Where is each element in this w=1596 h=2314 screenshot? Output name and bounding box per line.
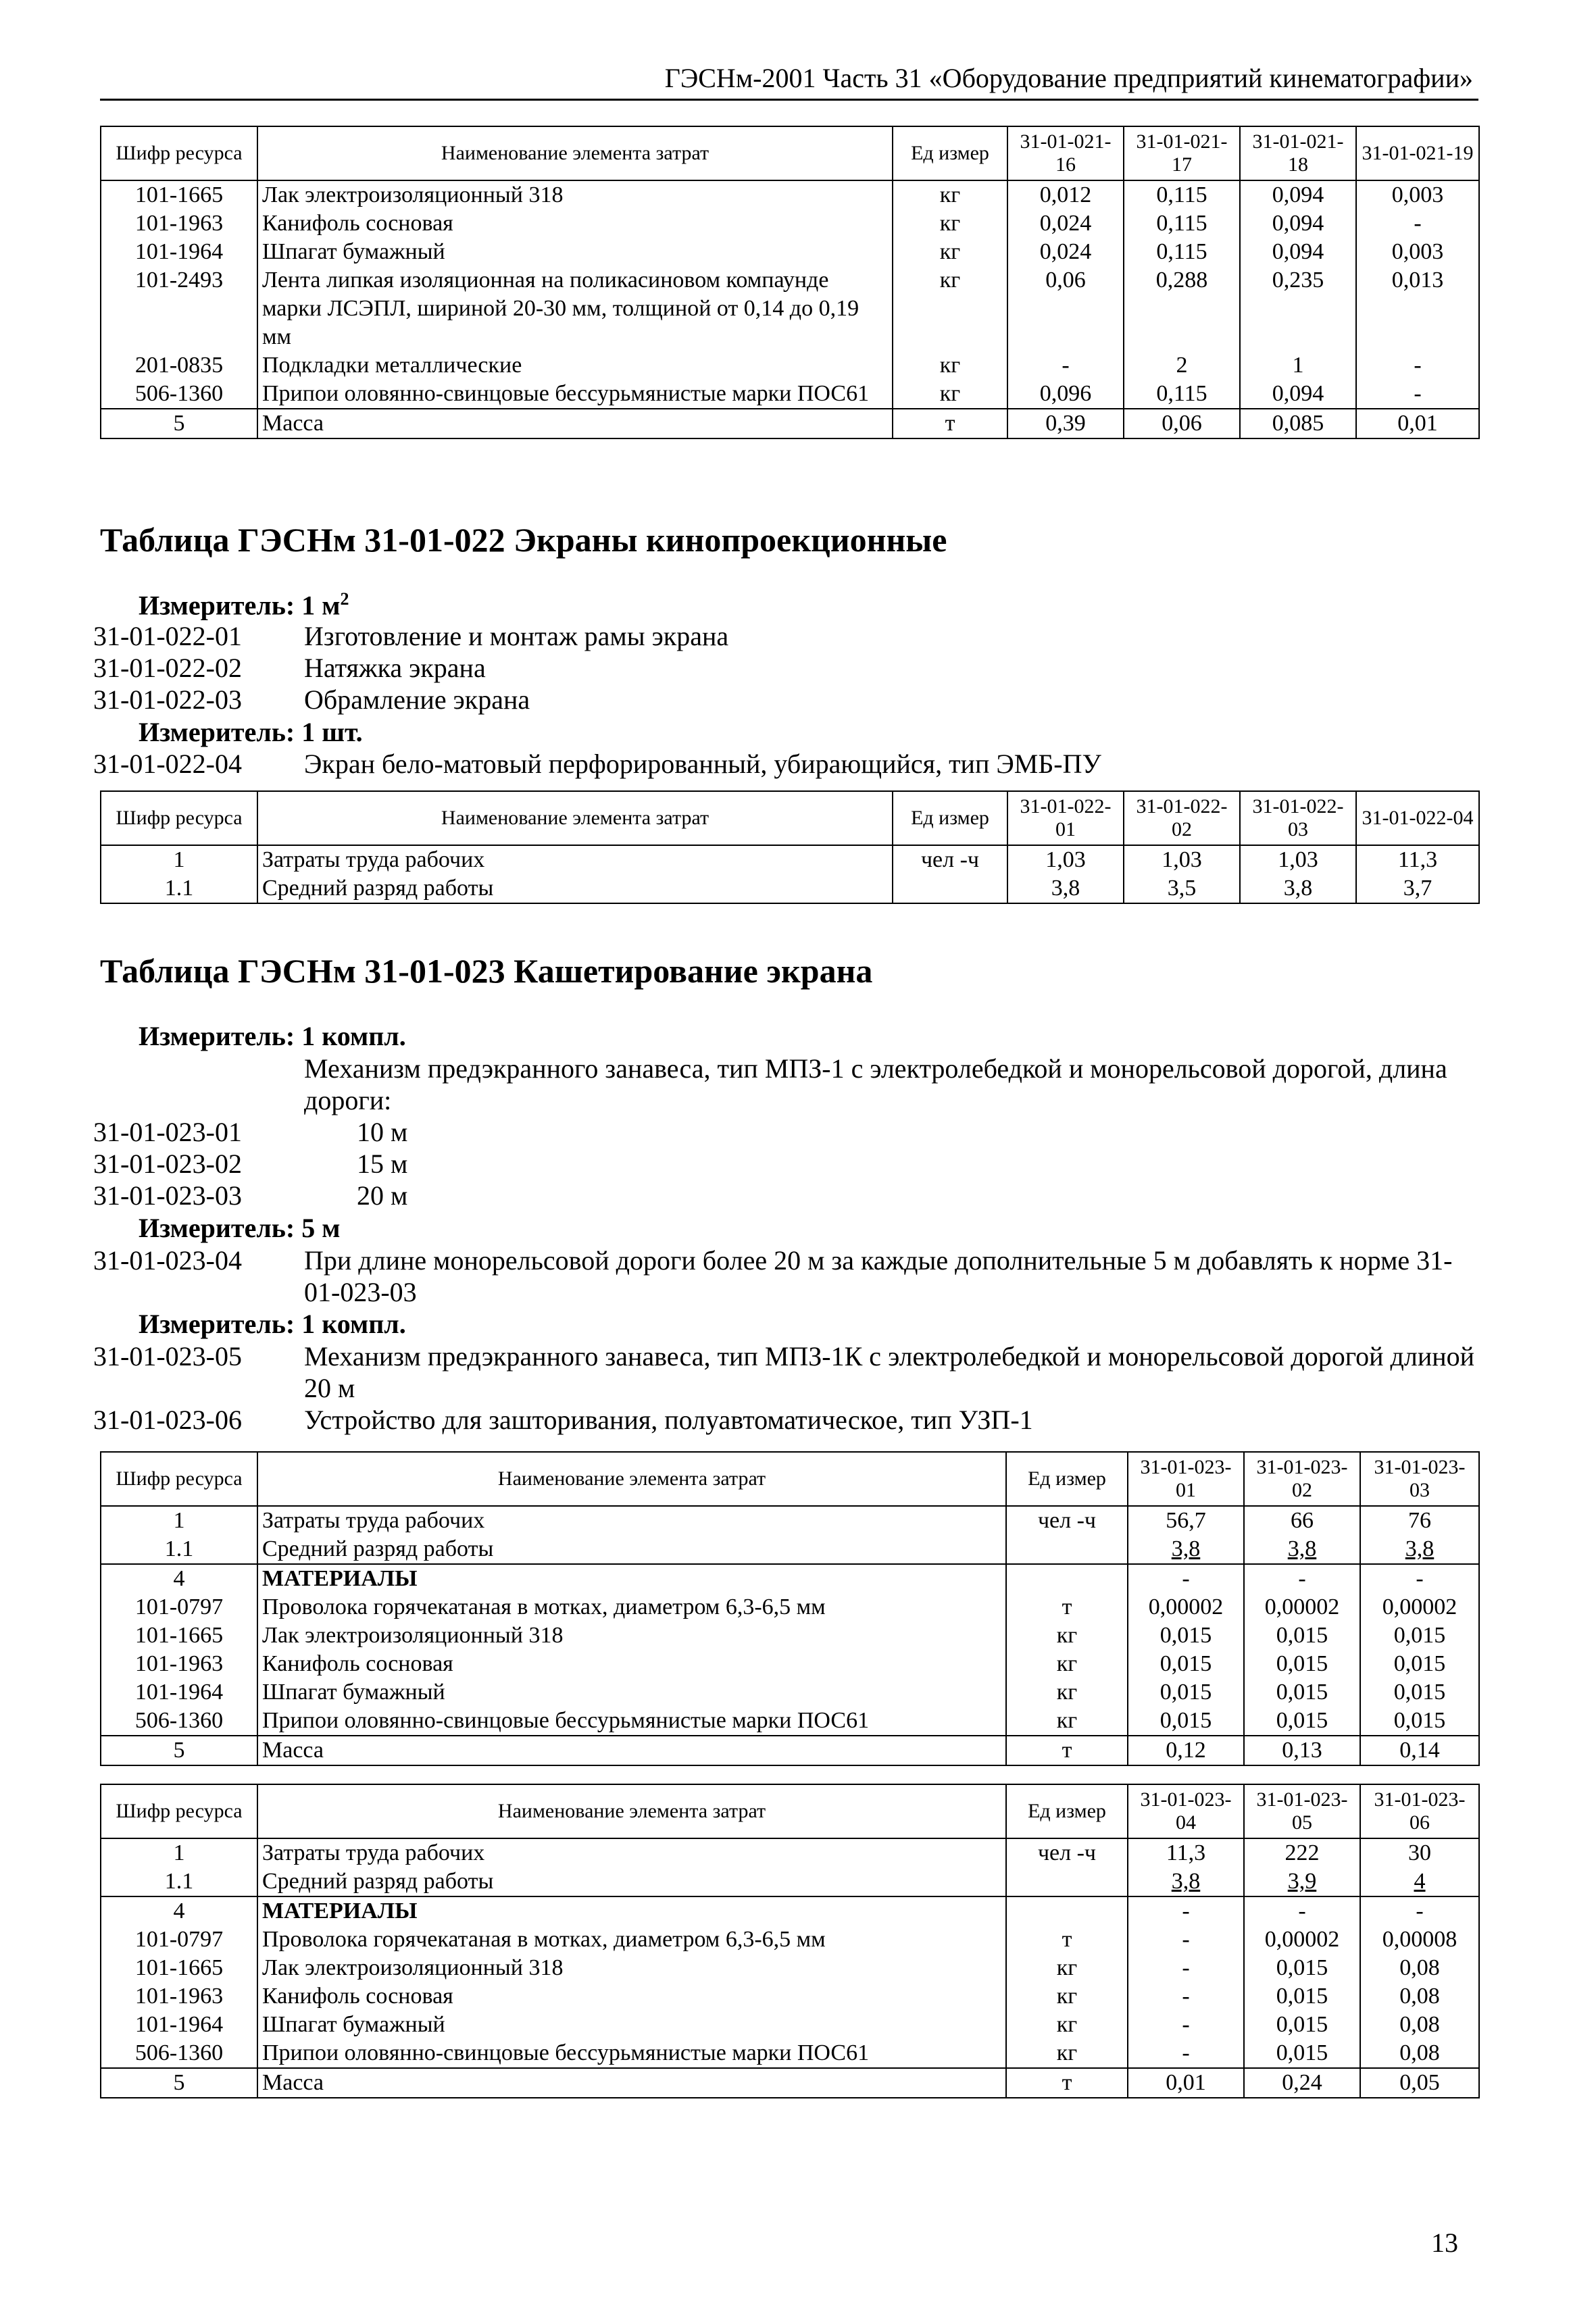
materials-heading: МАТЕРИАЛЫ <box>257 1896 1006 1926</box>
col-header-norm: 31-01-022-03 <box>1240 791 1356 845</box>
norm-code: 31-01-023-03 <box>93 1180 242 1211</box>
cost-element-name: Лак электроизоляционный 318 <box>257 180 893 209</box>
resource-code: 1 <box>101 1838 257 1867</box>
resource-code: 101-1665 <box>101 1954 257 1982</box>
resource-code: 101-0797 <box>101 1593 257 1621</box>
resource-code: 101-1964 <box>101 1678 257 1707</box>
table-row <box>101 2011 1479 2039</box>
table-row-mass <box>101 1736 1479 1765</box>
table-row <box>101 1838 1479 1867</box>
resource-code: 101-2493 <box>101 266 257 351</box>
cost-element-name: Затраты труда рабочих <box>257 845 893 874</box>
unit: кг <box>1006 1650 1128 1678</box>
unit: т <box>1006 1593 1128 1621</box>
norm-item <box>93 1404 1033 1436</box>
norm-value: 3,8 <box>1244 1535 1360 1564</box>
norm-value: 0,085 <box>1240 409 1356 438</box>
norm-value: 0,01 <box>1128 2068 1244 2098</box>
resource-code: 101-1665 <box>101 180 257 209</box>
norm-value: 0,015 <box>1244 1621 1360 1650</box>
norm-value: 0,115 <box>1124 238 1240 266</box>
norm-value: 3,8 <box>1007 874 1124 903</box>
table-row <box>101 1535 1479 1564</box>
norm-value: 0,12 <box>1128 1736 1244 1765</box>
norm-value: 30 <box>1360 1838 1479 1867</box>
unit: кг <box>893 238 1007 266</box>
resource-code: 4 <box>101 1896 257 1926</box>
table-row <box>101 1707 1479 1736</box>
norm-value: 3,9 <box>1244 1867 1360 1896</box>
norm-value: 0,094 <box>1240 209 1356 238</box>
norm-value: 0,06 <box>1007 266 1124 351</box>
resource-code: 506-1360 <box>101 2039 257 2068</box>
norm-value: 0,015 <box>1360 1650 1479 1678</box>
cost-element-name: Средний разряд работы <box>257 1867 1006 1896</box>
norm-text: Натяжка экрана <box>304 653 486 683</box>
col-header-norm: 31-01-022-02 <box>1124 791 1240 845</box>
cost-element-name: Масса <box>257 409 893 438</box>
cost-element-name: Канифоль сосновая <box>257 1982 1006 2011</box>
cost-element-name: Лента липкая изоляционная на поликасиновом компаунде марки ЛСЭПЛ, шириной 20-30 мм, толщиной от 0,14 до 0,19 мм <box>257 266 893 351</box>
norm-value: - <box>1128 1564 1244 1593</box>
header-rule <box>100 99 1478 101</box>
norm-value: 4 <box>1360 1867 1479 1896</box>
section-title-022: Таблица ГЭСНм 31-01-022 Экраны кинопроекционные <box>100 521 947 559</box>
col-header-norm: 31-01-021-18 <box>1240 126 1356 180</box>
table-row <box>101 874 1479 903</box>
meter-line <box>139 1020 406 1052</box>
norm-value: 0,094 <box>1240 238 1356 266</box>
norm-value: 3,5 <box>1124 874 1240 903</box>
resource-code: 5 <box>101 2068 257 2098</box>
unit: кг <box>1006 1678 1128 1707</box>
table-row <box>101 1506 1479 1535</box>
table-31-01-023-a <box>100 1451 1480 1766</box>
norm-value: 0,012 <box>1007 180 1124 209</box>
resource-code: 101-0797 <box>101 1926 257 1954</box>
norm-value: - <box>1128 2011 1244 2039</box>
norm-value: 0,003 <box>1356 180 1479 209</box>
norm-value: 2 <box>1124 351 1240 380</box>
norm-value: - <box>1244 1564 1360 1593</box>
norm-item <box>93 684 530 715</box>
cost-element-name: Припои оловянно-свинцовые бессурьмянистые марки ПОС61 <box>257 2039 1006 2068</box>
table-row <box>101 1678 1479 1707</box>
table-row <box>101 238 1479 266</box>
norm-item <box>93 620 728 652</box>
norm-value: 0,015 <box>1244 1954 1360 1982</box>
col-header-norm: 31-01-023-03 <box>1360 1452 1479 1506</box>
norm-value: 0,08 <box>1360 1982 1479 2011</box>
meter-label: Измеритель: <box>139 717 295 747</box>
norm-value: 0,013 <box>1356 266 1479 351</box>
norm-text: 15 м <box>357 1149 408 1179</box>
resource-code: 1.1 <box>101 1867 257 1896</box>
norm-value: 0,00002 <box>1128 1593 1244 1621</box>
norm-value: 0,094 <box>1240 180 1356 209</box>
col-header-norm: 31-01-022-01 <box>1007 791 1124 845</box>
norm-value: 0,00008 <box>1360 1926 1479 1954</box>
table-header-row <box>101 126 1479 180</box>
norm-code: 31-01-023-02 <box>93 1149 242 1179</box>
resource-code: 1.1 <box>101 1535 257 1564</box>
norm-value: - <box>1128 1954 1244 1982</box>
col-header-norm: 31-01-023-06 <box>1360 1784 1479 1838</box>
table-row <box>101 1564 1479 1593</box>
table-31-01-023-b <box>100 1784 1480 2098</box>
norm-value: 3,8 <box>1360 1535 1479 1564</box>
norm-value: 0,00002 <box>1244 1926 1360 1954</box>
unit: т <box>893 409 1007 438</box>
unit: кг <box>1006 1707 1128 1736</box>
norm-text: Обрамление экрана <box>304 684 530 715</box>
resource-code: 101-1964 <box>101 238 257 266</box>
norm-value: - <box>1244 1896 1360 1926</box>
unit: кг <box>893 180 1007 209</box>
norm-text: 20 м <box>357 1180 408 1211</box>
norm-value: 0,08 <box>1360 1954 1479 1982</box>
norm-value: - <box>1128 1896 1244 1926</box>
resource-code: 5 <box>101 1736 257 1765</box>
col-header-unit: Ед измер <box>1006 1452 1128 1506</box>
cost-element-name: Шпагат бумажный <box>257 1678 1006 1707</box>
norm-item-code: 31-01-023-05 <box>93 1341 242 1372</box>
norm-value: 0,24 <box>1244 2068 1360 2098</box>
norm-value: - <box>1360 1564 1479 1593</box>
unit <box>1006 1867 1128 1896</box>
col-header-code: Шифр ресурса <box>101 791 257 845</box>
norm-item <box>93 1180 407 1211</box>
norm-value: 0,096 <box>1007 380 1124 409</box>
cost-element-name: Средний разряд работы <box>257 874 893 903</box>
table-row <box>101 1896 1479 1926</box>
unit: кг <box>893 351 1007 380</box>
resource-code: 506-1360 <box>101 1707 257 1736</box>
norm-value: 11,3 <box>1356 845 1479 874</box>
table-row <box>101 209 1479 238</box>
col-header-code: Шифр ресурса <box>101 126 257 180</box>
norm-value: 0,015 <box>1360 1678 1479 1707</box>
cost-element-name: Масса <box>257 2068 1006 2098</box>
meter-value: 5 м <box>301 1213 341 1243</box>
table-row <box>101 1982 1479 2011</box>
col-header-norm: 31-01-023-05 <box>1244 1784 1360 1838</box>
norm-item <box>93 1148 407 1180</box>
norm-value: 0,115 <box>1124 180 1240 209</box>
norm-value: - <box>1356 209 1479 238</box>
intro-text: Механизм предэкранного занавеса, тип МПЗ-1 с электролебедкой и монорельсовой дорогой, длина дороги: <box>304 1053 1447 1115</box>
norm-code: 31-01-023-01 <box>93 1117 242 1147</box>
norm-code: 31-01-022-02 <box>93 653 242 683</box>
norm-value: 3,7 <box>1356 874 1479 903</box>
cost-element-name: Затраты труда рабочих <box>257 1506 1006 1535</box>
norm-value: 0,015 <box>1128 1678 1244 1707</box>
resource-code: 1 <box>101 1506 257 1535</box>
cost-element-name: Подкладки металлические <box>257 351 893 380</box>
col-header-norm: 31-01-021-17 <box>1124 126 1240 180</box>
cost-element-name: Канифоль сосновая <box>257 209 893 238</box>
unit <box>1006 1896 1128 1926</box>
norm-text: 10 м <box>357 1117 408 1147</box>
norm-code: 31-01-023-06 <box>93 1405 242 1435</box>
norm-value: 0,39 <box>1007 409 1124 438</box>
col-header-code: Шифр ресурса <box>101 1784 257 1838</box>
resource-code: 506-1360 <box>101 380 257 409</box>
meter-value: 1 компл. <box>301 1021 406 1051</box>
norm-code: 31-01-022-03 <box>93 684 242 715</box>
norm-value: - <box>1128 1982 1244 2011</box>
norm-value: - <box>1356 351 1479 380</box>
norm-text: Устройство для зашторивания, полуавтоматическое, тип УЗП-1 <box>304 1405 1033 1435</box>
resource-code: 101-1963 <box>101 1982 257 2011</box>
table-header-row <box>101 1784 1479 1838</box>
norm-value: - <box>1007 351 1124 380</box>
norm-value: 0,13 <box>1244 1736 1360 1765</box>
resource-code: 101-1963 <box>101 209 257 238</box>
unit: кг <box>1006 1982 1128 2011</box>
cost-element-name: Средний разряд работы <box>257 1535 1006 1564</box>
table-row-mass <box>101 2068 1479 2098</box>
table-row <box>101 1593 1479 1621</box>
table-row <box>101 1926 1479 1954</box>
norm-value: 66 <box>1244 1506 1360 1535</box>
table-row <box>101 1621 1479 1650</box>
cost-element-name: Проволока горячекатаная в мотках, диаметром 6,3-6,5 мм <box>257 1593 1006 1621</box>
norm-value: 0,05 <box>1360 2068 1479 2098</box>
unit <box>1006 1564 1128 1593</box>
norm-value: 0,00002 <box>1244 1593 1360 1621</box>
resource-code: 1.1 <box>101 874 257 903</box>
col-header-name: Наименование элемента затрат <box>257 126 893 180</box>
norm-text: Механизм предэкранного занавеса, тип МПЗ-1К с электролебедкой и монорельсовой дорогой длиной 20 м <box>304 1341 1475 1403</box>
resource-code: 201-0835 <box>101 351 257 380</box>
norm-value: 0,015 <box>1244 2039 1360 2068</box>
norm-item <box>93 652 486 684</box>
norm-value: 3,8 <box>1128 1867 1244 1896</box>
meter-value: 1 м <box>301 590 341 621</box>
resource-code: 5 <box>101 409 257 438</box>
resource-code: 101-1964 <box>101 2011 257 2039</box>
unit: т <box>1006 2068 1128 2098</box>
resource-code: 1 <box>101 845 257 874</box>
unit: чел -ч <box>1006 1838 1128 1867</box>
norm-value: 1,03 <box>1240 845 1356 874</box>
cost-element-name: Масса <box>257 1736 1006 1765</box>
page-header: ГЭСНм-2001 Часть 31 «Оборудование предприятий кинематографии» <box>664 63 1473 93</box>
norm-value: 0,14 <box>1360 1736 1479 1765</box>
col-header-name: Наименование элемента затрат <box>257 1452 1006 1506</box>
section-title-023: Таблица ГЭСНм 31-01-023 Кашетирование экрана <box>100 952 873 990</box>
cost-element-name: Затраты труда рабочих <box>257 1838 1006 1867</box>
norm-value: 0,00002 <box>1360 1593 1479 1621</box>
norm-item <box>93 1116 407 1148</box>
table-31-01-022 <box>100 790 1480 904</box>
table-header-row <box>101 1452 1479 1506</box>
meter-label: Измеритель: <box>139 590 295 621</box>
norm-value: 0,024 <box>1007 209 1124 238</box>
table-row <box>101 380 1479 409</box>
norm-value: 0,08 <box>1360 2039 1479 2068</box>
norm-value: 0,015 <box>1128 1650 1244 1678</box>
table-row <box>101 1650 1479 1678</box>
cost-element-name: Лак электроизоляционный 318 <box>257 1954 1006 1982</box>
table-row <box>101 266 1479 351</box>
norm-value: 3,8 <box>1240 874 1356 903</box>
norm-value: 0,288 <box>1124 266 1240 351</box>
norm-value: 0,015 <box>1244 1678 1360 1707</box>
norm-value: 0,003 <box>1356 238 1479 266</box>
norm-value: 56,7 <box>1128 1506 1244 1535</box>
norm-value: - <box>1360 1896 1479 1926</box>
unit: чел -ч <box>1006 1506 1128 1535</box>
cost-element-name: Шпагат бумажный <box>257 2011 1006 2039</box>
meter-value: 1 компл. <box>301 1309 406 1339</box>
col-header-name: Наименование элемента затрат <box>257 1784 1006 1838</box>
resource-code: 101-1665 <box>101 1621 257 1650</box>
meter-line <box>139 716 363 748</box>
norm-value: 0,115 <box>1124 209 1240 238</box>
norm-item <box>93 748 1101 780</box>
cost-element-name: Канифоль сосновая <box>257 1650 1006 1678</box>
norm-code: 31-01-022-04 <box>93 749 242 779</box>
cost-element-name: Лак электроизоляционный 318 <box>257 1621 1006 1650</box>
unit: кг <box>893 380 1007 409</box>
norm-text: Изготовление и монтаж рамы экрана <box>304 621 729 651</box>
col-header-unit: Ед измер <box>1006 1784 1128 1838</box>
meter-label: Измеритель: <box>139 1309 295 1339</box>
table-row <box>101 1954 1479 1982</box>
cost-element-name: Шпагат бумажный <box>257 238 893 266</box>
col-header-norm: 31-01-023-04 <box>1128 1784 1244 1838</box>
unit: кг <box>1006 2039 1128 2068</box>
meter-line <box>139 1212 340 1244</box>
page-number: 13 <box>1431 2228 1458 2258</box>
col-header-norm: 31-01-022-04 <box>1356 791 1479 845</box>
meter-value: 1 шт. <box>301 717 363 747</box>
norm-text: При длине монорельсовой дороги более 20 м за каждые дополнительные 5 м добавлять к норме 31-01-023-03 <box>304 1245 1453 1307</box>
norm-value: - <box>1128 1926 1244 1954</box>
table-row <box>101 2039 1479 2068</box>
norm-code: 31-01-022-01 <box>93 621 242 651</box>
col-header-norm: 31-01-021-19 <box>1356 126 1479 180</box>
norm-value: 222 <box>1244 1838 1360 1867</box>
unit: кг <box>893 266 1007 351</box>
norm-value: 76 <box>1360 1506 1479 1535</box>
norm-value: 0,015 <box>1360 1621 1479 1650</box>
materials-heading: МАТЕРИАЛЫ <box>257 1564 1006 1593</box>
norm-value: 0,015 <box>1244 1707 1360 1736</box>
resource-code: 101-1963 <box>101 1650 257 1678</box>
table-row <box>101 845 1479 874</box>
meter-line <box>139 589 349 621</box>
col-header-name: Наименование элемента затрат <box>257 791 893 845</box>
table-row <box>101 1867 1479 1896</box>
table-row <box>101 351 1479 380</box>
meter-line <box>139 1308 406 1340</box>
meter-label: Измеритель: <box>139 1213 295 1243</box>
col-header-norm: 31-01-023-01 <box>1128 1452 1244 1506</box>
table-header-row <box>101 791 1479 845</box>
unit <box>1006 1535 1128 1564</box>
norm-value: 1 <box>1240 351 1356 380</box>
col-header-unit: Ед измер <box>893 791 1007 845</box>
norm-text: Экран бело-матовый перфорированный, убирающийся, тип ЭМБ-ПУ <box>304 749 1101 779</box>
cost-element-name: Припои оловянно-свинцовые бессурьмянистые марки ПОС61 <box>257 1707 1006 1736</box>
unit: кг <box>1006 2011 1128 2039</box>
table-row <box>101 180 1479 209</box>
norm-value: 1,03 <box>1124 845 1240 874</box>
norm-value: 0,015 <box>1244 1982 1360 2011</box>
unit: кг <box>893 209 1007 238</box>
meter-label: Измеритель: <box>139 1021 295 1051</box>
cost-element-name: Проволока горячекатаная в мотках, диаметром 6,3-6,5 мм <box>257 1926 1006 1954</box>
norm-value: 0,015 <box>1128 1621 1244 1650</box>
norm-value: 0,235 <box>1240 266 1356 351</box>
cost-element-name: Припои оловянно-свинцовые бессурьмянистые марки ПОС61 <box>257 380 893 409</box>
col-header-norm: 31-01-021-16 <box>1007 126 1124 180</box>
norm-value: 0,01 <box>1356 409 1479 438</box>
norm-item-code: 31-01-023-04 <box>93 1245 242 1276</box>
norm-value: 3,8 <box>1128 1535 1244 1564</box>
norm-value: - <box>1356 380 1479 409</box>
norm-value: 0,115 <box>1124 380 1240 409</box>
col-header-code: Шифр ресурса <box>101 1452 257 1506</box>
norm-value: 0,094 <box>1240 380 1356 409</box>
unit: т <box>1006 1926 1128 1954</box>
col-header-norm: 31-01-023-02 <box>1244 1452 1360 1506</box>
resource-code: 4 <box>101 1564 257 1593</box>
norm-value: 0,015 <box>1244 1650 1360 1678</box>
norm-value: 0,015 <box>1244 2011 1360 2039</box>
unit <box>893 874 1007 903</box>
norm-value: 1,03 <box>1007 845 1124 874</box>
table-row-mass <box>101 409 1479 438</box>
meter-superscript: 2 <box>340 589 349 609</box>
unit: кг <box>1006 1954 1128 1982</box>
unit: т <box>1006 1736 1128 1765</box>
col-header-unit: Ед измер <box>893 126 1007 180</box>
unit: чел -ч <box>893 845 1007 874</box>
norm-value: - <box>1128 2039 1244 2068</box>
norm-value: 0,06 <box>1124 409 1240 438</box>
norm-value: 0,08 <box>1360 2011 1479 2039</box>
norm-value: 0,015 <box>1128 1707 1244 1736</box>
norm-value: 0,024 <box>1007 238 1124 266</box>
unit: кг <box>1006 1621 1128 1650</box>
norm-value: 0,015 <box>1360 1707 1479 1736</box>
table-31-01-021-continued <box>100 126 1480 439</box>
norm-value: 11,3 <box>1128 1838 1244 1867</box>
